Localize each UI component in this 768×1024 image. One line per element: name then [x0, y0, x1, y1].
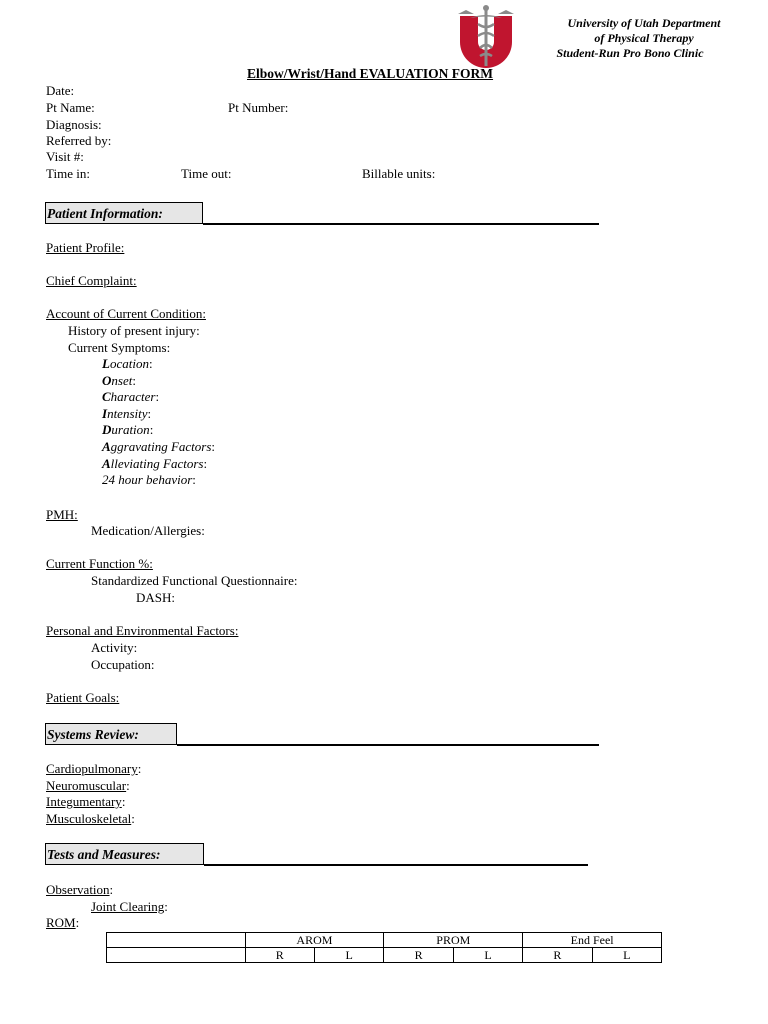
current-symptoms-label: Current Symptoms:: [68, 340, 171, 355]
pmh-label: PMH:: [46, 507, 78, 522]
time-out-label: Time out:: [181, 166, 232, 181]
symptom-aggravating: Aggravating Factors:: [102, 439, 216, 454]
diagnosis-label: Diagnosis:: [46, 117, 102, 132]
rom-table-side-row: [107, 948, 662, 963]
pt-name-label: Pt Name:: [46, 100, 95, 115]
visit-label: Visit #:: [46, 149, 84, 164]
personal-env-factors-label: Personal and Environmental Factors:: [46, 623, 239, 638]
rom-side-endfeel-r: R: [523, 948, 592, 963]
joint-clearing-label: Joint Clearing:: [91, 899, 168, 914]
section-divider: [203, 223, 599, 225]
symptom-alleviating: Alleviating Factors:: [102, 456, 208, 471]
tests-measures-heading: Tests and Measures:: [45, 843, 204, 865]
rom-group-prom: PROM: [384, 933, 523, 948]
patient-goals-label: Patient Goals:: [46, 690, 120, 705]
university-logo: [456, 4, 516, 70]
symptom-onset: Onset:: [102, 373, 136, 388]
symptom-24-hour: 24 hour behavior:: [102, 472, 196, 487]
rom-side-endfeel-l: L: [592, 948, 661, 963]
observation-label: Observation:: [46, 882, 114, 897]
chief-complaint-label: Chief Complaint:: [46, 273, 137, 288]
time-in-label: Time in:: [46, 166, 90, 181]
rom-label: ROM:: [46, 915, 80, 930]
billable-units-label: Billable units:: [362, 166, 436, 181]
institution-line-2: of Physical Therapy: [594, 31, 694, 45]
rom-side-arom-r: R: [245, 948, 314, 963]
rom-table-corner-cell: [107, 933, 246, 948]
symptom-duration: Duration:: [102, 422, 154, 437]
rom-table-header-row: [107, 933, 662, 948]
rom-side-arom-l: L: [314, 948, 383, 963]
standardized-questionnaire-label: Standardized Functional Questionnaire:: [91, 573, 298, 588]
symptom-intensity: Intensity:: [102, 406, 152, 421]
pt-number-label: Pt Number:: [228, 100, 289, 115]
rom-group-end-feel: End Feel: [523, 933, 662, 948]
account-current-condition-label: Account of Current Condition:: [46, 306, 206, 321]
neuromuscular-label: Neuromuscular:: [46, 778, 130, 793]
rom-table-row-label-cell: [107, 948, 246, 963]
medication-allergies-label: Medication/Allergies:: [91, 523, 205, 538]
symptom-location: Location:: [102, 356, 153, 371]
form-title: Elbow/Wrist/Hand EVALUATION FORM: [247, 66, 494, 81]
occupation-label: Occupation:: [91, 657, 155, 672]
section-divider: [177, 744, 599, 746]
rom-group-arom: AROM: [245, 933, 384, 948]
patient-profile-label: Patient Profile:: [46, 240, 125, 255]
current-function-label: Current Function %:: [46, 556, 153, 571]
history-present-injury-label: History of present injury:: [68, 323, 200, 338]
referred-by-label: Referred by:: [46, 133, 112, 148]
patient-information-heading: Patient Information:: [45, 202, 203, 224]
rom-side-prom-l: L: [453, 948, 522, 963]
date-label: Date:: [46, 83, 75, 98]
rom-table: [106, 932, 662, 963]
institution-line-1: University of Utah Department: [567, 16, 721, 30]
section-divider: [204, 864, 588, 866]
activity-label: Activity:: [91, 640, 138, 655]
integumentary-label: Integumentary:: [46, 794, 126, 809]
rom-side-prom-r: R: [384, 948, 453, 963]
musculoskeletal-label: Musculoskeletal:: [46, 811, 135, 826]
institution-line-3: Student-Run Pro Bono Clinic: [556, 46, 704, 60]
dash-label: DASH:: [136, 590, 176, 605]
systems-review-heading: Systems Review:: [45, 723, 177, 745]
caduceus-u-icon: [456, 4, 516, 70]
cardiopulmonary-label: Cardiopulmonary:: [46, 761, 142, 776]
symptom-character: Character:: [102, 389, 160, 404]
